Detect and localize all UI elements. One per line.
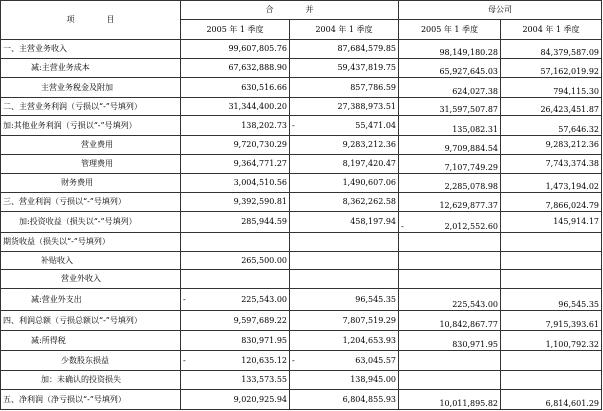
cell-consolidated-2004: 1,490,607.06 xyxy=(290,174,399,193)
table-row xyxy=(1,270,602,289)
cell-consolidated-2005: - 225,543.00 xyxy=(181,289,290,311)
cell-parent-2004 xyxy=(501,233,602,252)
cell-consolidated-2004: 7,807,519.29 xyxy=(290,311,399,331)
cell-parent-2005: 10,842,867.77 xyxy=(399,311,501,331)
cell-consolidated-2004: 8,197,420.47 xyxy=(290,155,399,174)
table-row xyxy=(1,98,602,116)
cell-consolidated-2004: - 63,045.57 xyxy=(290,351,399,371)
row-label: 四、利润总额（亏损总额以“-”号填列） xyxy=(1,311,181,331)
row-label: 加:其他业务利润（亏损以“-”号填列） xyxy=(1,116,181,136)
cell-consolidated-2004: 6,804,855.93 xyxy=(290,390,399,410)
table-row xyxy=(1,155,602,174)
row-label: 三、营业利润（亏损以“-”号填列） xyxy=(1,193,181,212)
cell-parent-2005: 98,149,180.28 xyxy=(399,40,501,59)
cell-parent-2004: 145,914.17 xyxy=(501,212,602,233)
cell-consolidated-2005: 9,364,771.27 xyxy=(181,155,290,174)
cell-consolidated-2005: 265,500.00 xyxy=(181,252,290,270)
cell-parent-2005: 225,543.00 xyxy=(399,289,501,311)
cell-consolidated-2004: 1,204,653.93 xyxy=(290,331,399,351)
cell-consolidated-2004 xyxy=(290,270,399,289)
table-row xyxy=(1,136,602,155)
cell-consolidated-2005 xyxy=(181,270,290,289)
row-label: 加：未确认的投资损失 xyxy=(1,371,181,390)
cell-parent-2004: 57,162,019.92 xyxy=(501,59,602,78)
cell-parent-2005: 65,927,645.03 xyxy=(399,59,501,78)
cell-consolidated-2004 xyxy=(290,233,399,252)
cell-parent-2005: 7,107,749.29 xyxy=(399,155,501,174)
table-row xyxy=(1,59,602,78)
table-row xyxy=(1,351,602,371)
row-label: 营业外收入 xyxy=(1,270,181,289)
header-item: 项 目 xyxy=(1,1,181,40)
cell-parent-2004: 96,545.35 xyxy=(501,289,602,311)
cell-consolidated-2005: 3,004,510.56 xyxy=(181,174,290,193)
cell-parent-2005: 135,082.31 xyxy=(399,116,501,136)
cell-consolidated-2005: 9,020,925.94 xyxy=(181,390,290,410)
dash-mark: - xyxy=(401,222,404,231)
table-row xyxy=(1,174,602,193)
header-parent-2004q1: 2004 年 1 季度 xyxy=(501,20,602,40)
table-row xyxy=(1,371,602,390)
row-label: 减:营业外支出 xyxy=(1,289,181,311)
row-label: 二、主营业务利润（亏损以“-”号填列） xyxy=(1,98,181,116)
cell-consolidated-2005: 67,632,888.90 xyxy=(181,59,290,78)
table-row xyxy=(1,390,602,410)
cell-parent-2004: 7,743,374.38 xyxy=(501,155,602,174)
row-label: 五、净利润（净亏损以“-”号填列） xyxy=(1,390,181,410)
cell-parent-2004: 57,646.32 xyxy=(501,116,602,136)
row-label: 补贴收入 xyxy=(1,252,181,270)
cell-consolidated-2004: 8,362,262.58 xyxy=(290,193,399,212)
cell-parent-2005 xyxy=(399,371,501,390)
cell-consolidated-2004: 138,945.00 xyxy=(290,371,399,390)
cell-parent-2005 xyxy=(399,233,501,252)
cell-consolidated-2005: - 120,635.12 xyxy=(181,351,290,371)
cell-parent-2004: 6,814,601.29 xyxy=(501,390,602,410)
cell-consolidated-2005: 9,720,730.29 xyxy=(181,136,290,155)
header-parent-company: 母公司 xyxy=(399,1,602,20)
row-label: 减:主营业务成本 xyxy=(1,59,181,78)
cell-consolidated-2004: 96,545.35 xyxy=(290,289,399,311)
cell-consolidated-2005: 830,971.95 xyxy=(181,331,290,351)
cell-parent-2004: 1,100,792.32 xyxy=(501,331,602,351)
cell-parent-2005: 830,971.95 xyxy=(399,331,501,351)
cell-parent-2005: 624,027.38 xyxy=(399,78,501,98)
cell-parent-2004: 9,283,212.36 xyxy=(501,136,602,155)
cell-consolidated-2004: - 55,471.04 xyxy=(290,116,399,136)
table-row xyxy=(1,212,602,233)
cell-consolidated-2005: 285,944.59 xyxy=(181,212,290,233)
cell-parent-2004 xyxy=(501,252,602,270)
cell-parent-2005: 12,629,877.37 xyxy=(399,193,501,212)
dash-mark: - xyxy=(292,120,295,130)
header-row-1 xyxy=(1,1,602,20)
row-label: 一、主营业务收入 xyxy=(1,40,181,59)
cell-parent-2004 xyxy=(501,351,602,371)
row-label: 财务费用 xyxy=(1,174,181,193)
cell-consolidated-2004 xyxy=(290,252,399,270)
cell-consolidated-2004: 857,786.59 xyxy=(290,78,399,98)
cell-parent-2004: 794,115.30 xyxy=(501,78,602,98)
table-row xyxy=(1,40,602,59)
header-consolidated: 合 并 xyxy=(181,1,399,20)
cell-parent-2004: 1,473,194.02 xyxy=(501,174,602,193)
cell-consolidated-2004: 458,197.94 xyxy=(290,212,399,233)
row-label: 减:所得税 xyxy=(1,331,181,351)
table-row xyxy=(1,331,602,351)
row-label: 少数股东损益 xyxy=(1,351,181,371)
cell-parent-2005: - 2,012,552.60 xyxy=(399,212,501,233)
dash-mark: - xyxy=(183,355,186,365)
table-row xyxy=(1,311,602,331)
dash-mark: - xyxy=(183,294,186,304)
header-consolidated-2005q1: 2005 年 1 季度 xyxy=(181,20,290,40)
row-label: 管理费用 xyxy=(1,155,181,174)
cell-parent-2005: 10,011,895.82 xyxy=(399,390,501,410)
cell-parent-2004: 84,379,587.09 xyxy=(501,40,602,59)
table-row xyxy=(1,252,602,270)
table-row xyxy=(1,78,602,98)
cell-parent-2005: 2,285,078.98 xyxy=(399,174,501,193)
row-label: 加:投资收益（损失以“-”号填列） xyxy=(1,212,181,233)
cell-parent-2005 xyxy=(399,252,501,270)
cell-consolidated-2005: 9,597,689.22 xyxy=(181,311,290,331)
cell-consolidated-2005: 9,392,590.81 xyxy=(181,193,290,212)
cell-parent-2004: 26,423,451.87 xyxy=(501,98,602,116)
table-row xyxy=(1,193,602,212)
row-label: 营业费用 xyxy=(1,136,181,155)
cell-consolidated-2004: 87,684,579.85 xyxy=(290,40,399,59)
header-consolidated-2004q1: 2004 年 1 季度 xyxy=(290,20,399,40)
cell-consolidated-2005 xyxy=(181,233,290,252)
cell-parent-2004: 7,866,024.79 xyxy=(501,193,602,212)
cell-parent-2005 xyxy=(399,351,501,371)
cell-consolidated-2005: 99,607,805.76 xyxy=(181,40,290,59)
cell-parent-2004 xyxy=(501,371,602,390)
cell-parent-2005: 9,709,884.54 xyxy=(399,136,501,155)
table-row xyxy=(1,233,602,252)
table-row xyxy=(1,289,602,311)
cell-parent-2005 xyxy=(399,270,501,289)
row-label: 主营业务税金及附加 xyxy=(1,78,181,98)
cell-consolidated-2005: 630,516.66 xyxy=(181,78,290,98)
cell-parent-2005: 31,597,507.87 xyxy=(399,98,501,116)
dash-mark: - xyxy=(292,355,295,365)
cell-consolidated-2004: 9,283,212.36 xyxy=(290,136,399,155)
cell-parent-2004: 7,915,393.61 xyxy=(501,311,602,331)
cell-consolidated-2004: 27,388,973.51 xyxy=(290,98,399,116)
row-label: 期货收益（损失以“-”号填列） xyxy=(1,233,181,252)
cell-consolidated-2005: 31,344,400.20 xyxy=(181,98,290,116)
cell-consolidated-2005: 133,573.55 xyxy=(181,371,290,390)
cell-parent-2004 xyxy=(501,270,602,289)
cell-consolidated-2005: 138,202.73 xyxy=(181,116,290,136)
cell-consolidated-2004: 59,437,819.75 xyxy=(290,59,399,78)
table-row xyxy=(1,116,602,136)
header-parent-2005q1: 2005 年 1 季度 xyxy=(399,20,501,40)
